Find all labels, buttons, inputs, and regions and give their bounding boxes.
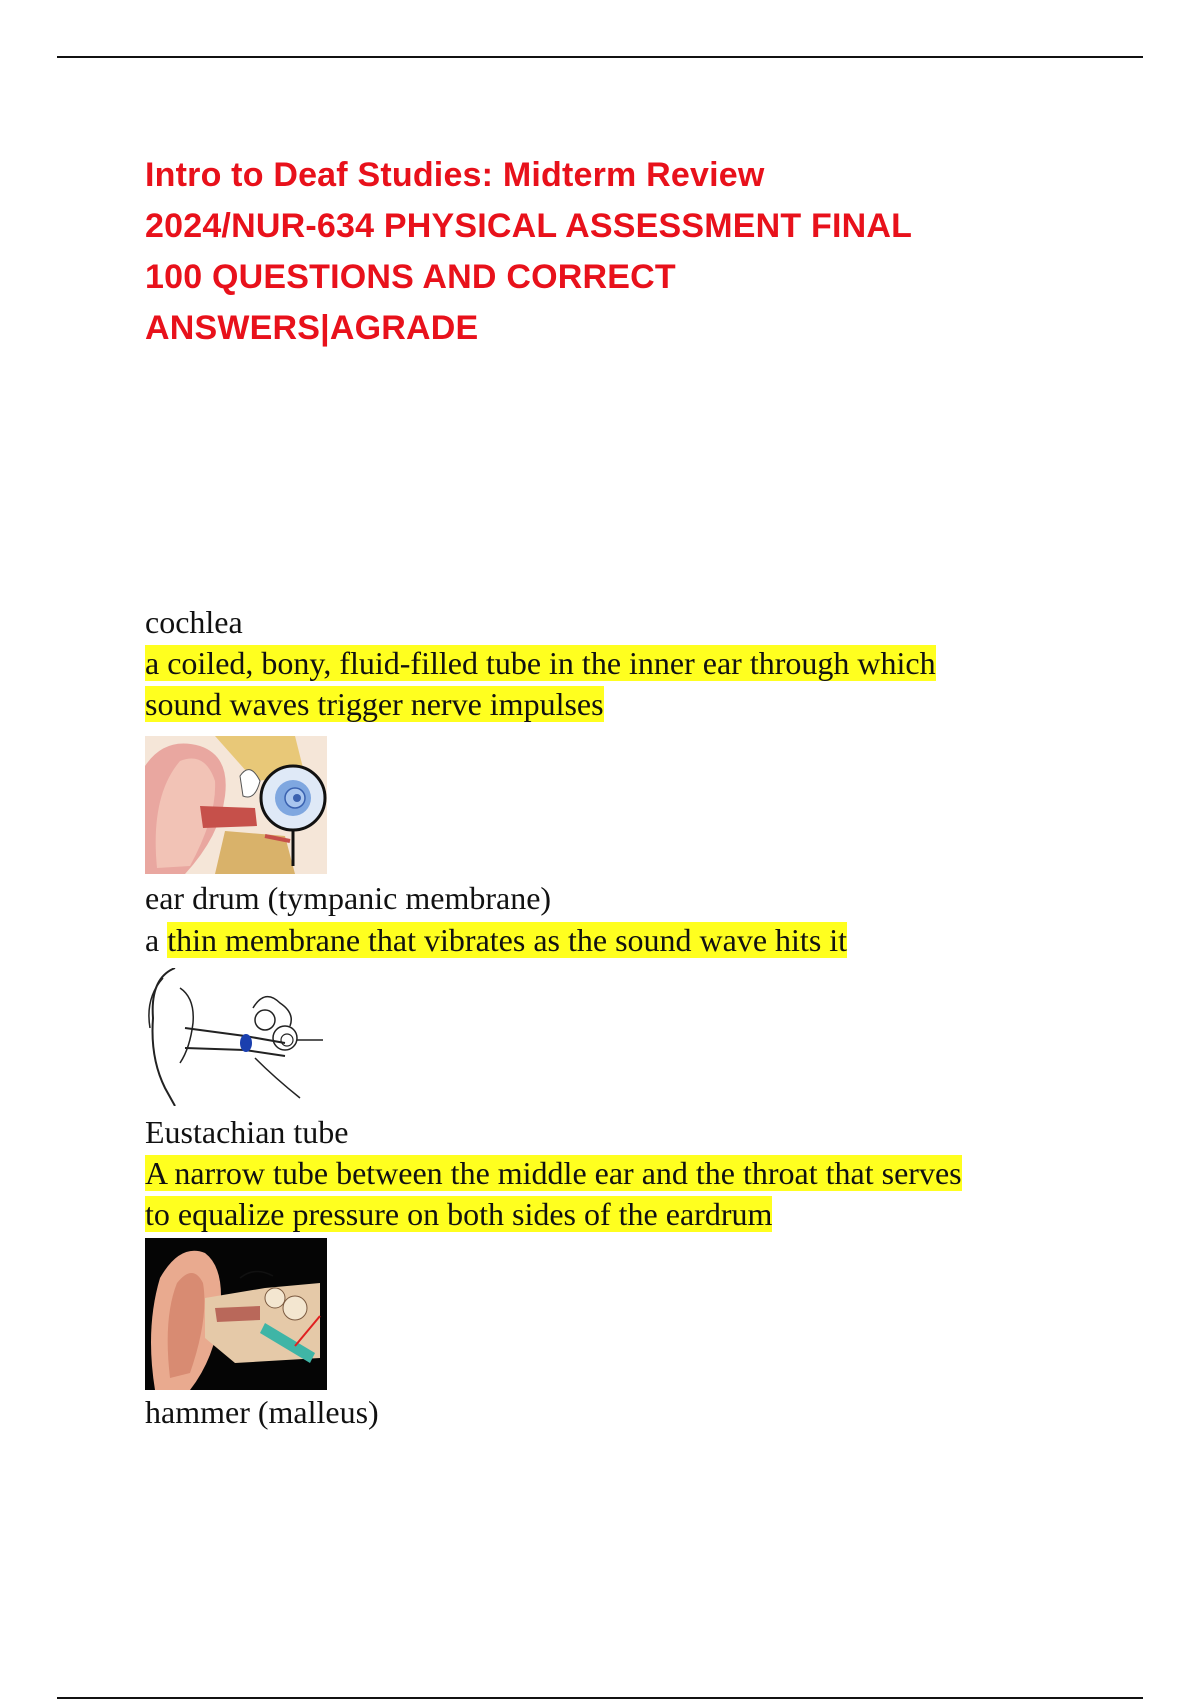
eustachian-tube-illustration — [145, 1238, 327, 1390]
highlighted-text: sound waves trigger nerve impulses — [145, 686, 604, 722]
definition-eustachian-line-2 — [145, 1194, 772, 1235]
inner-ear-cochlea-illustration — [145, 736, 327, 874]
title-line: ANSWERS|AGRADE — [145, 309, 479, 347]
term-cochlea: cochlea — [145, 604, 243, 640]
term-eustachian-tube: Eustachian tube — [145, 1114, 349, 1150]
highlighted-text: to equalize pressure on both sides of the eardrum — [145, 1196, 773, 1232]
title-line: 100 QUESTIONS AND CORRECT — [145, 258, 676, 296]
highlighted-text: a coiled, bony, fluid-filled tube in the inner ear through which — [145, 645, 936, 681]
top-rule — [57, 56, 1143, 58]
title-line: 2024/NUR-634 PHYSICAL ASSESSMENT FINAL — [145, 207, 913, 245]
definition-eustachian-line-1 — [145, 1153, 962, 1194]
term-hammer: hammer (malleus) — [145, 1394, 379, 1430]
ear-drum-line-drawing — [145, 968, 325, 1106]
highlighted-text: thin membrane that vibrates as the sound wave hits it — [167, 922, 848, 958]
definition-ear-drum-line-1 — [145, 920, 847, 961]
plain-text: a — [145, 922, 168, 958]
term-ear-drum: ear drum (tympanic membrane) — [145, 880, 552, 916]
bottom-rule — [57, 1697, 1143, 1699]
document-title — [145, 150, 1105, 354]
definition-cochlea-line-2 — [145, 684, 604, 725]
title-line: Intro to Deaf Studies: Midterm Review — [145, 156, 765, 194]
highlighted-text: A narrow tube between the middle ear and the throat that serves — [145, 1155, 962, 1191]
definition-cochlea-line-1 — [145, 643, 936, 684]
